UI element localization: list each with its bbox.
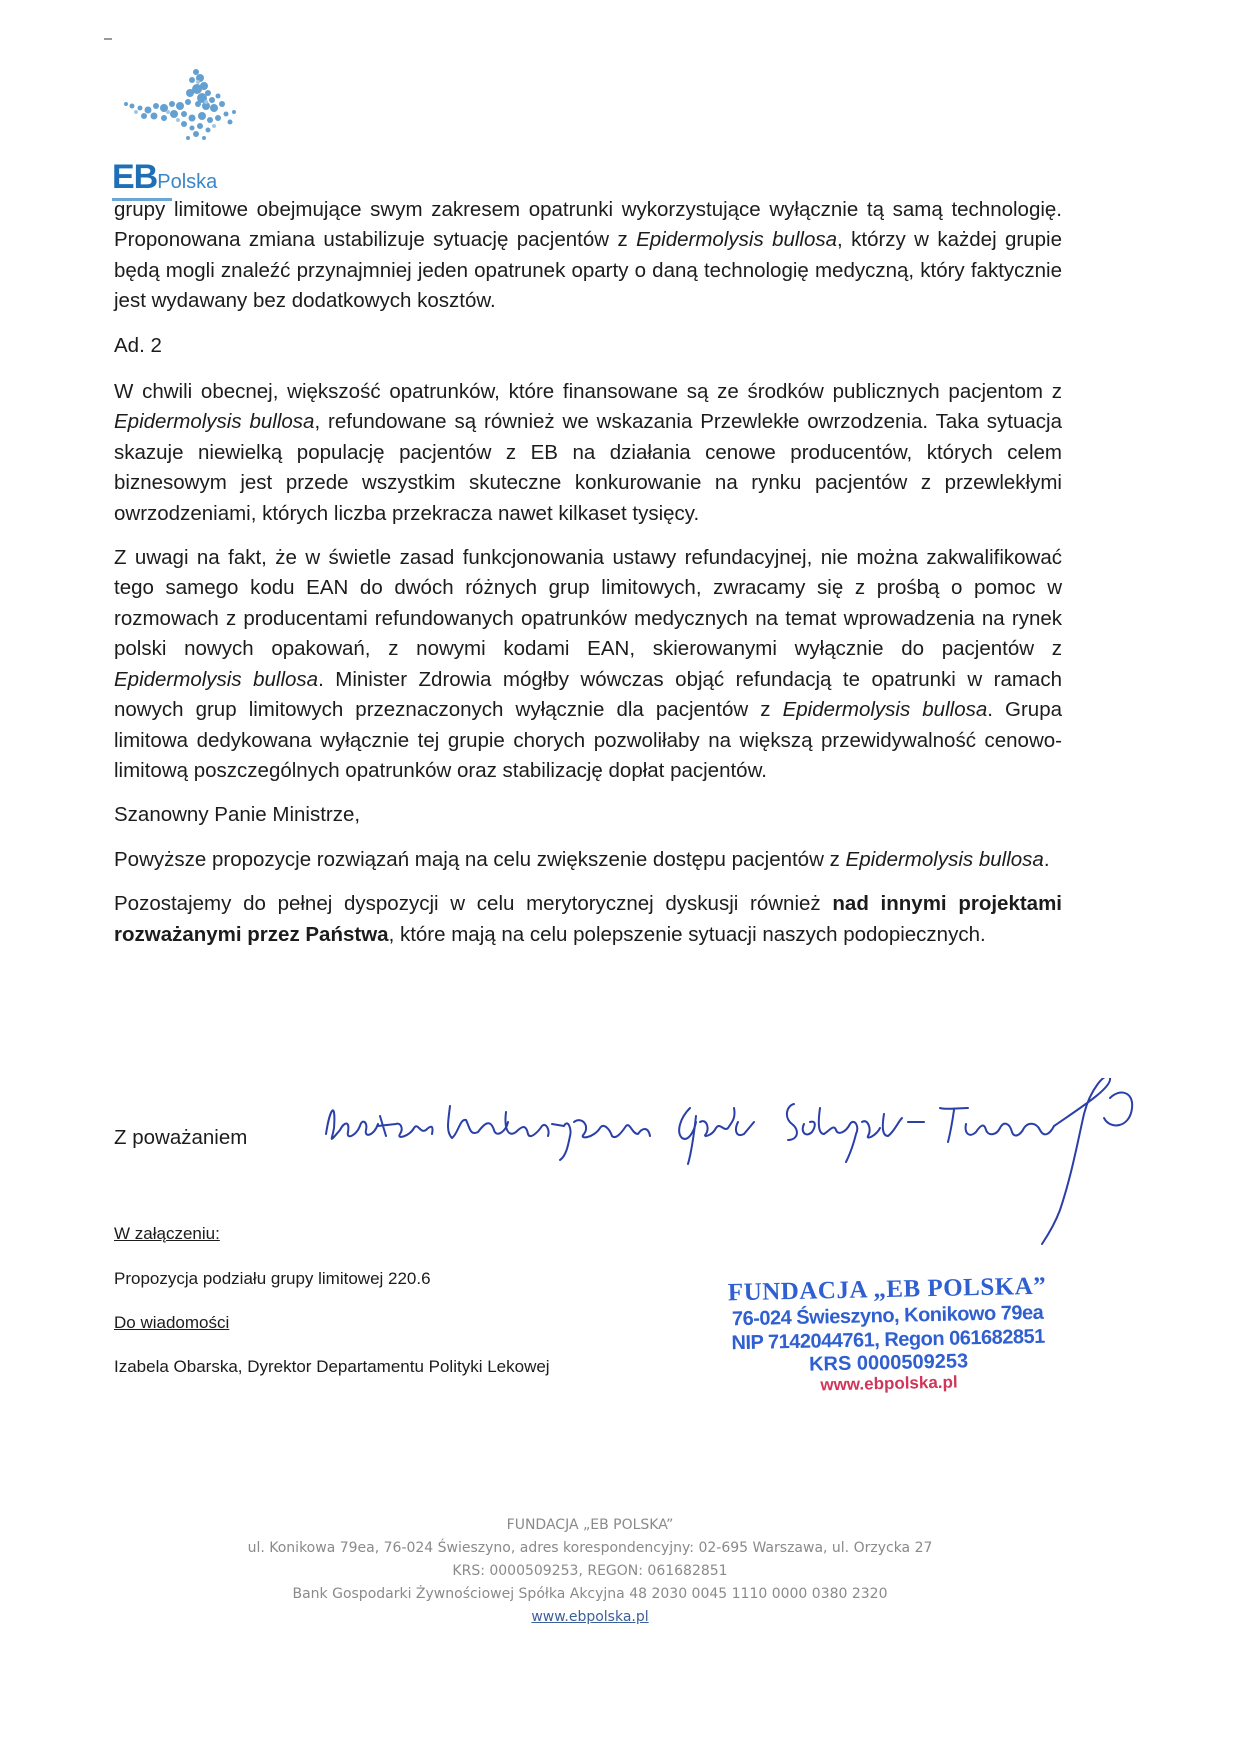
- scan-artifact: [104, 38, 112, 40]
- attachment-item: Propozycja podziału grupy limitowej 220.6: [114, 1269, 431, 1288]
- eb-polska-logo: [112, 62, 272, 196]
- cc-recipient: Izabela Obarska, Dyrektor Departamentu Polityki Lekowej: [114, 1357, 550, 1376]
- paragraph-5: Pozostajemy do pełnej dyspozycji w celu merytorycznej dyskusji również nad innymi projektami rozważanymi przez Państwa, które mają na celu polepszenie sytuacji naszych podopiecznych.: [114, 892, 1062, 946]
- footer-bank: Bank Gospodarki Żywnościowej Spółka Akcyjna 48 2030 0045 1110 0000 0380 2320: [292, 1586, 888, 1602]
- paragraph-1: grupy limitowe obejmujące swym zakresem opatrunki wykorzystujące wyłącznie tą samą technologię. Proponowana zmiana ustabilizuje sytuację pacjentów z Epidermolysis bullosa, którzy w każdej grupie będą mogli znaleźć przynajmniej jeden opatrunek oparty o daną technologię medyczną, który faktycznie jest wydawany bez dodatkowych kosztów.: [114, 198, 1062, 313]
- footer-address: ul. Konikowa 79ea, 76-024 Świeszyno, adres korespondencyjny: 02-695 Warszawa, ul. Orzycka 27: [247, 1540, 933, 1556]
- letter-body: [114, 195, 1062, 964]
- stamp-website: www.ebpolska.pl: [820, 1372, 958, 1395]
- salutation: Szanowny Panie Ministrze,: [114, 803, 361, 827]
- paragraph-2: W chwili obecnej, większość opatrunków, które finansowane są ze środków publicznych pacjentom z Epidermolysis bullosa, refundowane są również we wskazania Przewlekłe owrzodzenia. Taka sytuacja skazuje niewielką populację pacjentów z EB na działania cenowe producentów, których celem biznesowym jest przede wszystkim skuteczne konkurowanie na rynku pacjentów z przewlekłymi owrzodzeniami, których liczba przekracza nawet kilkaset tysięcy.: [114, 380, 1062, 525]
- butterfly-icon: [118, 62, 248, 154]
- logo-eb-text: EB: [112, 158, 158, 196]
- closing-phrase: Z poważaniem: [114, 1126, 248, 1149]
- handwritten-signatures: [320, 1078, 1220, 1258]
- stamp-krs: KRS 0000509253: [808, 1350, 969, 1376]
- section-heading-ad2: Ad. 2: [114, 333, 162, 357]
- logo-polska-text: Polska: [157, 171, 218, 193]
- paragraph-4: Powyższe propozycje rozwiązań mają na celu zwiększenie dostępu pacjentów z Epidermolysis bullosa.: [114, 847, 1050, 871]
- paragraph-3: Z uwagi na fakt, że w świetle zasad funkcjonowania ustawy refundacyjnej, nie można zakwalifikować tego samego kodu EAN do dwóch różnych grup limitowych, zwracamy się z prośbą o pomoc w rozmowach z producentami refundowanych opatrunków medycznych na temat wprowadzenia na rynek polski nowych opakowań, z nowymi kodami EAN, skierowanymi wyłącznie do pacjentów z Epidermolysis bullosa. Minister Zdrowia mógłby wówczas objąć refundacją te opatrunki w ramach nowych grup limitowych przeznaczonych wyłącznie dla pacjentów z Epidermolysis bullosa. Grupa limitowa dedykowana wyłącznie tej grupie chorych pozwoliłaby na większą przewidywalność cenowo-limitową poszczególnych opatrunków oraz stabilizację dopłat pacjentów.: [114, 546, 1062, 782]
- stamp-address: 76-024 Świeszyno, Konikowo 79ea: [731, 1301, 1044, 1331]
- attachments-heading: W załączeniu:: [114, 1224, 220, 1243]
- stamp-nip-regon: NIP 7142044761, Regon 061682851: [731, 1325, 1045, 1355]
- footer-registry: KRS: 0000509253, REGON: 061682851: [452, 1563, 728, 1579]
- footer-org-name: FUNDACJA „EB POLSKA”: [506, 1517, 674, 1533]
- cc-heading: Do wiadomości: [114, 1313, 230, 1332]
- stamp-name: FUNDACJA „EB POLSKA”: [727, 1272, 1047, 1307]
- foundation-stamp: [717, 1272, 1059, 1397]
- page-footer: [0, 1514, 1180, 1629]
- footer-website-link[interactable]: www.ebpolska.pl: [531, 1609, 649, 1625]
